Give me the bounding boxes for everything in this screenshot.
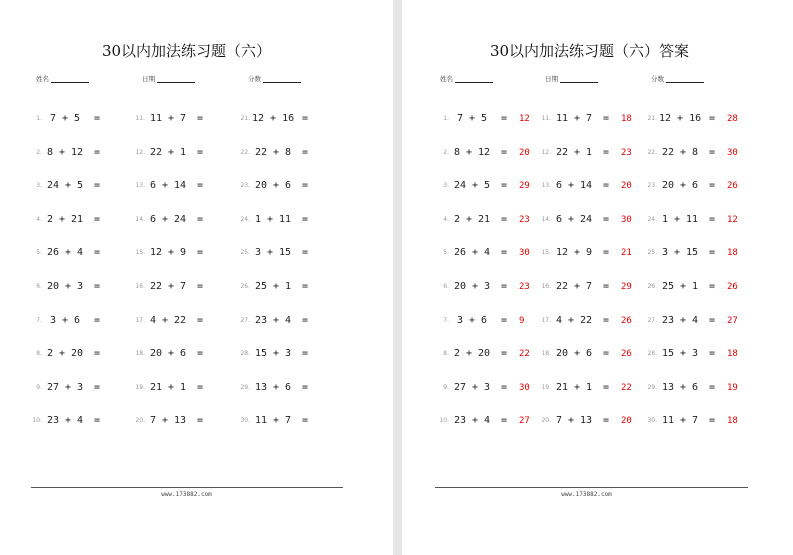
problem-expression: 23 + 4 <box>661 314 699 326</box>
problem-number: 30. <box>240 417 250 425</box>
problem-number: 11. <box>135 115 145 122</box>
equals-sign: = <box>501 348 508 360</box>
answer-footer-divider <box>435 487 748 488</box>
problem-expression: 7 + 13 <box>149 415 187 427</box>
problem-expression: 23 + 4 <box>46 415 84 427</box>
problem-number: 21. <box>240 115 250 122</box>
equals-sign: = <box>94 213 101 225</box>
answer-name-blank[interactable] <box>455 70 493 83</box>
problem-number: 10. <box>439 417 449 425</box>
equals-sign: = <box>94 247 101 259</box>
answer-value: 12 <box>727 214 738 225</box>
problem-number: 28. <box>240 350 250 358</box>
answer-value: 23 <box>519 282 530 292</box>
answer-value: 26 <box>727 181 738 192</box>
problem-number: 5. <box>443 249 449 257</box>
equals-sign: = <box>94 146 101 158</box>
equals-sign: = <box>197 415 204 427</box>
answer-date-label: 日期 <box>545 75 558 83</box>
problem-expression: 20 + 3 <box>46 281 84 292</box>
problem-number: 8. <box>443 350 449 358</box>
problem-expression: 22 + 7 <box>555 281 593 292</box>
equals-sign: = <box>302 415 309 427</box>
problem-number: 14. <box>135 215 145 223</box>
problem-expression: 3 + 15 <box>661 247 699 259</box>
problem-expression: 15 + 3 <box>254 348 292 360</box>
problem-expression: 1 + 11 <box>254 213 292 225</box>
answer-value: 18 <box>727 248 738 259</box>
equals-sign: = <box>197 247 204 259</box>
problem-number: 26. <box>240 283 250 290</box>
score-label: 分数 <box>248 75 261 83</box>
answer-value: 19 <box>727 382 738 393</box>
answer-value: 30 <box>519 248 530 259</box>
equals-sign: = <box>94 314 101 326</box>
equals-sign: = <box>603 180 610 192</box>
problem-number: 25. <box>240 249 250 257</box>
problem-number: 20. <box>541 417 551 425</box>
problem-number: 18. <box>541 350 551 358</box>
answer-title: 30以内加法练习题（六）答案 <box>489 42 690 60</box>
equals-sign: = <box>197 348 204 360</box>
answer-value: 9 <box>519 315 525 326</box>
equals-sign: = <box>302 314 309 326</box>
problem-expression: 11 + 7 <box>254 415 292 427</box>
equals-sign: = <box>501 415 508 427</box>
problem-number: 29. <box>240 383 250 391</box>
answer-score-field <box>651 70 704 86</box>
problem-expression: 6 + 24 <box>555 213 593 225</box>
problem-number: 2. <box>443 148 449 156</box>
problem-expression: 6 + 14 <box>555 180 593 192</box>
problem-number: 20. <box>135 417 145 425</box>
equals-sign: = <box>501 113 508 124</box>
answer-value: 18 <box>727 416 738 427</box>
answer-value: 12 <box>519 114 530 124</box>
problem-number: 14. <box>541 215 551 223</box>
problem-number: 23. <box>647 182 657 190</box>
problem-expression: 11 + 7 <box>661 415 699 427</box>
equals-sign: = <box>709 281 716 292</box>
problem-number: 9. <box>443 383 449 391</box>
equals-sign: = <box>709 213 716 225</box>
problem-number: 19. <box>541 383 551 391</box>
answer-date-field <box>545 70 598 86</box>
problem-expression: 7 + 13 <box>555 415 593 427</box>
problem-number: 11. <box>541 115 551 122</box>
problem-expression: 12 + 9 <box>555 247 593 259</box>
problem-number: 7. <box>36 316 42 324</box>
equals-sign: = <box>603 213 610 225</box>
problem-expression: 22 + 1 <box>149 146 187 158</box>
problem-expression: 27 + 3 <box>46 381 84 393</box>
problem-number: 4. <box>443 215 449 223</box>
problem-expression: 6 + 14 <box>149 180 187 192</box>
equals-sign: = <box>501 281 508 292</box>
answer-value: 28 <box>727 114 738 124</box>
problem-number: 26. <box>647 283 657 290</box>
problem-expression: 25 + 1 <box>661 281 699 292</box>
problem-number: 15. <box>135 249 145 257</box>
problem-expression: 21 + 1 <box>555 381 593 393</box>
equals-sign: = <box>197 281 204 292</box>
answer-value: 30 <box>621 214 632 225</box>
problem-number: 1. <box>443 115 449 122</box>
answer-value: 20 <box>519 147 530 158</box>
problem-number: 8. <box>36 350 42 358</box>
answer-value: 20 <box>621 416 632 427</box>
problem-expression: 26 + 4 <box>46 247 84 259</box>
answer-date-blank[interactable] <box>560 70 598 83</box>
equals-sign: = <box>94 415 101 427</box>
problem-number: 25. <box>647 249 657 257</box>
answer-value: 26 <box>727 282 738 292</box>
answer-name-field <box>440 70 493 86</box>
answer-value: 29 <box>519 181 530 192</box>
problem-number: 30. <box>647 417 657 425</box>
equals-sign: = <box>94 281 101 292</box>
answer-value: 23 <box>621 147 632 158</box>
answer-value: 22 <box>621 382 632 393</box>
equals-sign: = <box>603 415 610 427</box>
name-label: 姓名 <box>36 75 49 83</box>
equals-sign: = <box>197 113 204 124</box>
problem-number: 29. <box>647 383 657 391</box>
problem-expression: 2 + 21 <box>453 213 491 225</box>
equals-sign: = <box>709 113 716 124</box>
answer-value: 26 <box>621 349 632 360</box>
problem-number: 27. <box>647 316 657 324</box>
answer-value: 30 <box>519 382 530 393</box>
problem-expression: 12 + 9 <box>149 247 187 259</box>
footer-divider <box>31 487 343 488</box>
problem-number: 19. <box>135 383 145 391</box>
problem-expression: 27 + 3 <box>453 381 491 393</box>
answer-value: 26 <box>621 315 632 326</box>
problem-number: 7. <box>443 316 449 324</box>
equals-sign: = <box>709 415 716 427</box>
problem-expression: 24 + 5 <box>453 180 491 192</box>
equals-sign: = <box>197 146 204 158</box>
problem-expression: 20 + 6 <box>661 180 699 192</box>
problem-number: 22. <box>647 148 657 156</box>
problem-expression: 22 + 8 <box>661 146 699 158</box>
equals-sign: = <box>709 180 716 192</box>
equals-sign: = <box>501 314 508 326</box>
name-field <box>36 70 89 86</box>
problem-expression: 12 + 16 <box>252 113 295 124</box>
equals-sign: = <box>197 314 204 326</box>
worksheet-title: 30以内加法练习题（六） <box>101 42 272 60</box>
equals-sign: = <box>501 146 508 158</box>
problem-number: 5. <box>36 249 42 257</box>
problem-expression: 20 + 6 <box>555 348 593 360</box>
problem-expression: 13 + 6 <box>661 381 699 393</box>
equals-sign: = <box>603 113 610 124</box>
problem-number: 24. <box>647 215 657 223</box>
problem-expression: 6 + 24 <box>149 213 187 225</box>
problem-expression: 2 + 20 <box>453 348 491 360</box>
equals-sign: = <box>603 348 610 360</box>
problem-expression: 15 + 3 <box>661 348 699 360</box>
problem-expression: 8 + 12 <box>453 146 491 158</box>
problem-expression: 20 + 6 <box>149 348 187 360</box>
problem-expression: 2 + 21 <box>46 213 84 225</box>
problem-expression: 20 + 3 <box>453 281 491 292</box>
score-field <box>248 70 301 86</box>
name-blank[interactable] <box>51 70 89 83</box>
problem-expression: 11 + 7 <box>149 113 187 124</box>
equals-sign: = <box>603 146 610 158</box>
equals-sign: = <box>302 247 309 259</box>
footer-website: www.173882.com <box>161 491 212 498</box>
problem-number: 12. <box>541 148 551 156</box>
problem-number: 28. <box>647 350 657 358</box>
problem-number: 22. <box>240 148 250 156</box>
answer-value: 20 <box>621 181 632 192</box>
equals-sign: = <box>302 180 309 192</box>
date-field <box>142 70 195 86</box>
problem-number: 13. <box>541 182 551 190</box>
equals-sign: = <box>302 146 309 158</box>
equals-sign: = <box>709 381 716 393</box>
problem-expression: 23 + 4 <box>453 415 491 427</box>
problem-expression: 1 + 11 <box>661 213 699 225</box>
problem-number: 6. <box>36 283 42 290</box>
problem-number: 3. <box>443 182 449 190</box>
equals-sign: = <box>501 213 508 225</box>
equals-sign: = <box>302 213 309 225</box>
problem-number: 13. <box>135 182 145 190</box>
problem-number: 12. <box>135 148 145 156</box>
equals-sign: = <box>197 213 204 225</box>
equals-sign: = <box>709 314 716 326</box>
equals-sign: = <box>501 180 508 192</box>
problem-number: 17. <box>135 316 145 324</box>
problem-expression: 22 + 1 <box>555 146 593 158</box>
problem-number: 23. <box>240 182 250 190</box>
answer-value: 29 <box>621 282 632 292</box>
problem-expression: 22 + 7 <box>149 281 187 292</box>
problem-expression: 20 + 6 <box>254 180 292 192</box>
equals-sign: = <box>94 381 101 393</box>
equals-sign: = <box>302 348 309 360</box>
problem-number: 1. <box>36 115 42 122</box>
answer-value: 23 <box>519 214 530 225</box>
equals-sign: = <box>302 113 309 124</box>
equals-sign: = <box>603 314 610 326</box>
problem-expression: 2 + 20 <box>46 348 84 360</box>
problem-number: 4. <box>36 215 42 223</box>
problem-expression: 4 + 22 <box>555 314 593 326</box>
problem-number: 3. <box>36 182 42 190</box>
equals-sign: = <box>197 180 204 192</box>
answer-value: 21 <box>621 248 632 259</box>
answer-value: 30 <box>727 147 738 158</box>
equals-sign: = <box>197 381 204 393</box>
problem-number: 18. <box>135 350 145 358</box>
answer-score-blank[interactable] <box>666 70 704 83</box>
equals-sign: = <box>94 348 101 360</box>
problem-expression: 13 + 6 <box>254 381 292 393</box>
problem-expression: 23 + 4 <box>254 314 292 326</box>
problem-number: 2. <box>36 148 42 156</box>
problem-number: 24. <box>240 215 250 223</box>
equals-sign: = <box>603 381 610 393</box>
problem-expression: 11 + 7 <box>555 113 593 124</box>
problem-expression: 3 + 15 <box>254 247 292 259</box>
equals-sign: = <box>709 146 716 158</box>
equals-sign: = <box>709 247 716 259</box>
answer-value: 18 <box>727 349 738 360</box>
answer-score-label: 分数 <box>651 75 664 83</box>
problem-expression: 25 + 1 <box>254 281 292 292</box>
problem-number: 16. <box>135 283 145 290</box>
problem-expression: 22 + 8 <box>254 146 292 158</box>
equals-sign: = <box>603 281 610 292</box>
answer-value: 27 <box>519 416 530 427</box>
equals-sign: = <box>302 281 309 292</box>
problem-expression: 8 + 12 <box>46 146 84 158</box>
equals-sign: = <box>302 381 309 393</box>
equals-sign: = <box>501 381 508 393</box>
equals-sign: = <box>94 180 101 192</box>
problem-expression: 7 + 5 <box>456 113 488 124</box>
worksheet-page <box>0 0 393 555</box>
problem-number: 15. <box>541 249 551 257</box>
answer-value: 22 <box>519 349 530 360</box>
equals-sign: = <box>501 247 508 259</box>
problem-expression: 24 + 5 <box>46 180 84 192</box>
date-blank[interactable] <box>157 70 195 83</box>
problem-number: 21. <box>647 115 657 122</box>
problem-number: 17. <box>541 316 551 324</box>
answer-footer-website: www.173882.com <box>561 491 612 498</box>
equals-sign: = <box>709 348 716 360</box>
problem-expression: 12 + 16 <box>659 113 702 124</box>
problem-number: 6. <box>443 283 449 290</box>
problem-expression: 26 + 4 <box>453 247 491 259</box>
problem-expression: 3 + 6 <box>456 314 488 326</box>
equals-sign: = <box>603 247 610 259</box>
answer-page <box>402 0 793 555</box>
answer-value: 27 <box>727 315 738 326</box>
answer-value: 18 <box>621 114 632 124</box>
answer-name-label: 姓名 <box>440 75 453 83</box>
problem-expression: 3 + 6 <box>49 314 81 326</box>
problem-number: 16. <box>541 283 551 290</box>
problem-number: 10. <box>32 417 42 425</box>
problem-expression: 4 + 22 <box>149 314 187 326</box>
problem-expression: 21 + 1 <box>149 381 187 393</box>
problem-expression: 7 + 5 <box>49 113 81 124</box>
score-blank[interactable] <box>263 70 301 83</box>
problem-number: 27. <box>240 316 250 324</box>
date-label: 日期 <box>142 75 155 83</box>
problem-number: 9. <box>36 383 42 391</box>
equals-sign: = <box>94 113 101 124</box>
